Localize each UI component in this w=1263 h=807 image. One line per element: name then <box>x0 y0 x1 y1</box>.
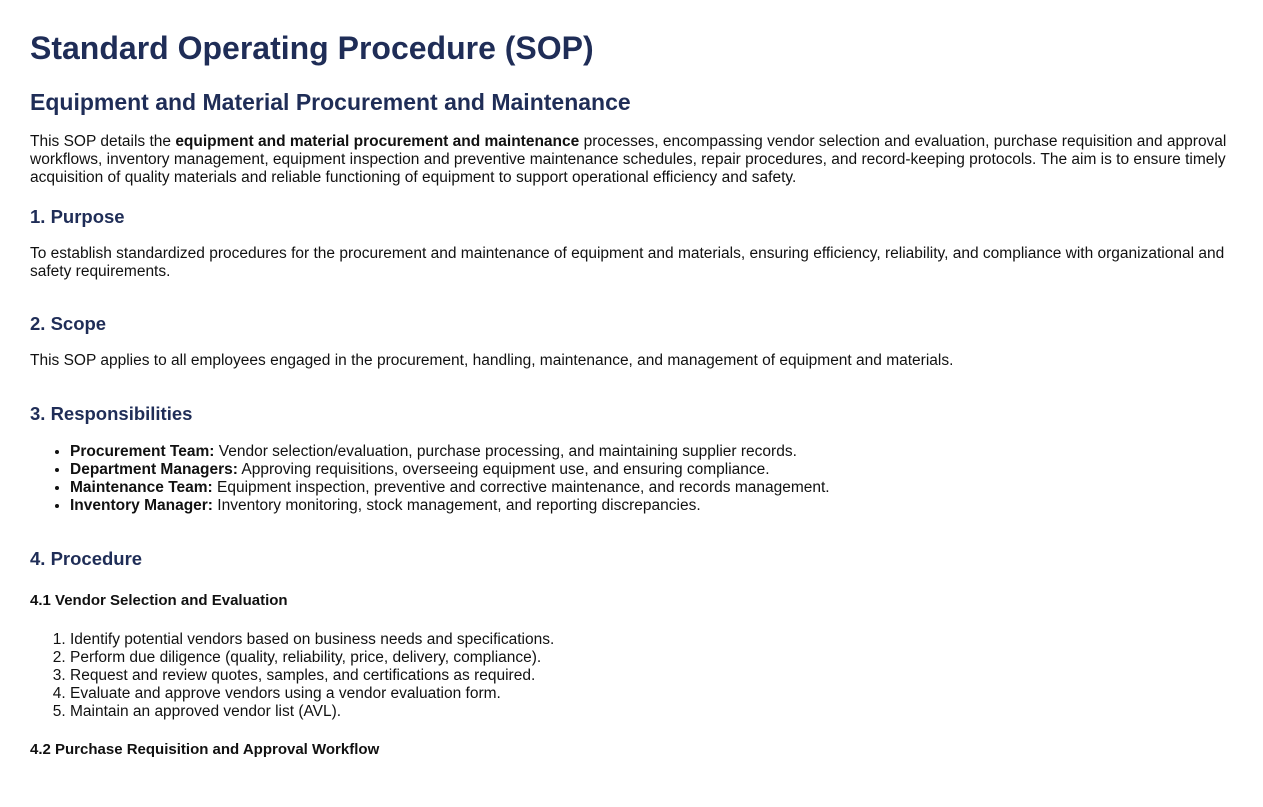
role-description: Vendor selection/evaluation, purchase processing, and maintaining supplier records. <box>214 443 797 460</box>
list-item <box>70 479 1233 497</box>
vendor-steps-list <box>30 631 1233 721</box>
list-item: 2. Perform due diligence (quality, reliability, price, delivery, compliance). <box>70 649 1233 667</box>
role-description: Approving requisitions, overseeing equipment use, and ensuring compliance. <box>237 461 770 478</box>
role-description: Inventory monitoring, stock management, and reporting discrepancies. <box>212 497 701 514</box>
page-subtitle: Equipment and Material Procurement and Maintenance <box>30 89 631 115</box>
intro-bold: equipment and material procurement and maintenance <box>175 133 580 150</box>
role-label: Procurement Team: <box>70 443 215 460</box>
sop-document <box>0 29 1263 760</box>
purpose-text: To establish standardized procedures for the procurement and maintenance of equipment and materials, ensuring efficiency, reliability, and compliance with organizational and safety requirements. <box>30 245 1225 280</box>
intro-suffix: processes, encompassing vendor selection and evaluation, purchase requisition and approval workflows, inventory management, equipment inspection and preventive maintenance schedules, repair procedures, and record-keeping protocols. The aim is to ensure timely acquisition of quality materials and reliable functioning of equipment to support operational efficiency and safety. <box>30 133 1227 186</box>
list-item <box>70 497 1233 515</box>
intro-paragraph <box>30 133 1233 187</box>
scope-text: This SOP applies to all employees engaged in the procurement, handling, maintenance, and management of equipment and materials. <box>30 352 954 369</box>
responsibilities-heading: 3. Responsibilities <box>30 403 193 424</box>
list-item <box>70 461 1233 479</box>
requisition-heading: 4.2 Purchase Requisition and Approval Workflow <box>30 741 380 758</box>
vendor-selection-heading: 4.1 Vendor Selection and Evaluation <box>30 592 288 609</box>
list-item: 1. Identify potential vendors based on business needs and specifications. <box>70 631 1233 649</box>
purpose-heading: 1. Purpose <box>30 206 125 227</box>
role-label: Maintenance Team: <box>70 479 213 496</box>
list-item: 5. Maintain an approved vendor list (AVL). <box>70 703 1233 721</box>
scope-heading: 2. Scope <box>30 313 107 334</box>
intro-prefix: This SOP details the <box>30 133 176 150</box>
role-label: Department Managers: <box>70 461 238 478</box>
procedure-heading: 4. Procedure <box>30 548 143 569</box>
responsibilities-list <box>30 443 1233 515</box>
page-title: Standard Operating Procedure (SOP) <box>30 30 594 66</box>
list-item: 3. Request and review quotes, samples, and certifications as required. <box>70 667 1233 685</box>
role-label: Inventory Manager: <box>70 497 213 514</box>
list-item: 4. Evaluate and approve vendors using a vendor evaluation form. <box>70 685 1233 703</box>
role-description: Equipment inspection, preventive and corrective maintenance, and records management. <box>212 479 830 496</box>
list-item <box>70 443 1233 461</box>
